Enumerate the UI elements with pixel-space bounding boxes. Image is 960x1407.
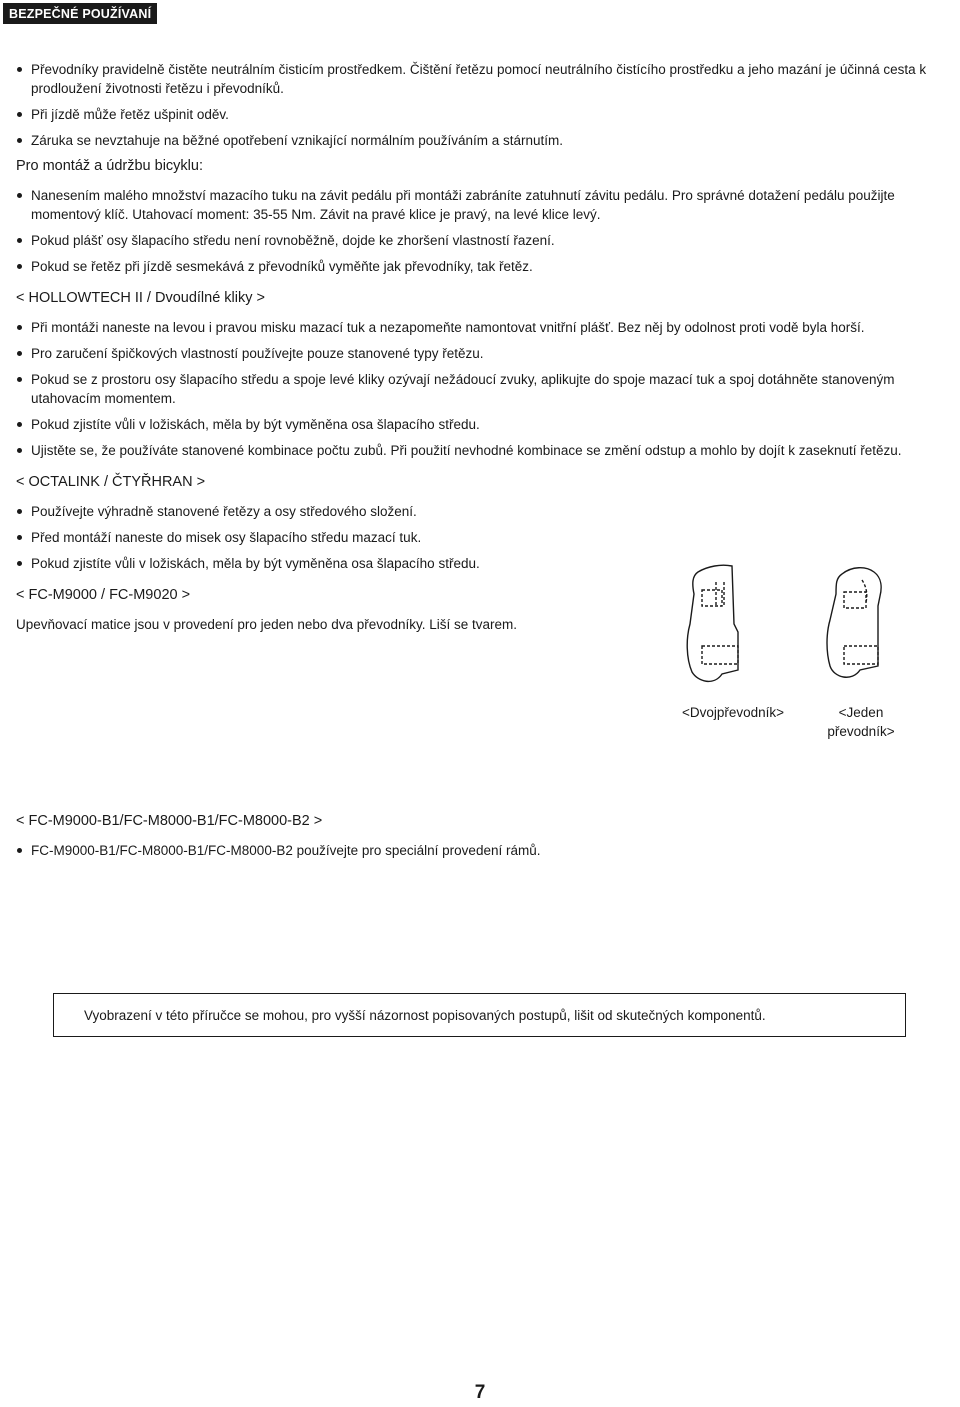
single-nut-inner-line (862, 580, 867, 602)
list-item: Pokud se z prostoru osy šlapacího středu a spoje levé kliky ozývají nežádoucí zvuky, aplikujte do spoje mazací tuk a spoj dotáhněte stanoveným utahovacím momentem. (16, 370, 956, 408)
list-item: Ujistěte se, že používáte stanovené kombinace počtu zubů. Při použití nevhodné kombinace se změní odstup a mohlo by dojít k zaseknutí řetězu. (16, 441, 956, 460)
fc-m9000-heading: < FC-M9000 / FC-M9020 > (16, 587, 191, 603)
octalink-heading: < OCTALINK / ČTYŘHRAN > (16, 474, 206, 490)
double-nut-inner-line (716, 582, 724, 606)
list-item: Pokud se řetěz při jízdě sesmekává z převodníků vyměňte jak převodníky, tak řetěz. (16, 257, 956, 276)
list-item: Před montáží naneste do misek osy šlapacího středu mazací tuk. (16, 528, 956, 547)
list-item: Pokud plášť osy šlapacího středu není rovnoběžně, dojde ke zhoršení vlastností řazení. (16, 231, 956, 250)
hollowtech-list (16, 318, 956, 460)
single-nut-inset-bottom (844, 646, 878, 664)
notice-box (53, 993, 906, 1037)
list-item: Pro zaručení špičkových vlastností používejte pouze stanovené typy řetězu. (16, 344, 956, 363)
section-title-tag: BEZPEČNÉ POUŽÍVANÍ (3, 3, 157, 24)
double-nut-inset-bottom (702, 646, 738, 664)
hollowtech-heading: < HOLLOWTECH II / Dvoudílné kliky > (16, 290, 265, 306)
fc-b1-heading: < FC-M9000-B1/FC-M8000-B1/FC-M8000-B2 > (16, 813, 323, 829)
list-item: Při jízdě může řetěz ušpinit oděv. (16, 105, 956, 124)
list-item: Záruka se nevztahuje na běžné opotřebení vznikající normálním používáním a stárnutím. (16, 131, 956, 150)
double-nut-inset-top (702, 590, 722, 606)
page-number: 7 (474, 1382, 486, 1403)
figure-label-double: <Dvojpřevodník> (681, 705, 785, 720)
figure-label-single-line1: <Jeden (838, 705, 884, 720)
list-item: Používejte výhradně stanovené řetězy a osy středového složení. (16, 502, 956, 521)
list-item: Pokud zjistíte vůli v ložiskách, měla by být vyměněna osa šlapacího středu. (16, 415, 956, 434)
intro-list (16, 60, 956, 150)
lock-ring-drawing (676, 554, 916, 694)
figure-label-single-line2: převodník> (827, 724, 895, 739)
fc-b1-list (16, 841, 956, 860)
assembly-heading: Pro montáž a údržbu bicyklu: (16, 158, 203, 174)
lock-ring-figure (676, 554, 916, 754)
list-item: Při montáži naneste na levou i pravou misku mazací tuk a nezapomeňte namontovat vnitřní plášť. Bez něj by odolnost proti vodě byla horší. (16, 318, 891, 337)
fc-m9000-text: Upevňovací matice jsou v provedení pro jeden nebo dva převodníky. Liší se tvarem. (16, 617, 518, 632)
single-nut-inset-top (844, 592, 866, 608)
single-nut-outline (827, 568, 881, 678)
assembly-list (16, 186, 956, 276)
list-item: Pokud zjistíte vůli v ložiskách, měla by být vyměněna osa šlapacího středu. (16, 554, 956, 573)
list-item: Převodníky pravidelně čistěte neutrálním čisticím prostředkem. Čištění řetězu pomocí neutrálního čistícího prostředku a jeho mazání je účinná cesta k prodloužení životnosti řetězu i převodníků. (16, 60, 956, 98)
notice-text: Vyobrazení v této příručce se mohou, pro vyšší názornost popisovaných postupů, lišit od skutečných komponentů. (84, 1007, 766, 1023)
fc-m9000-section (16, 586, 956, 816)
page-content (16, 60, 956, 867)
list-item: Nanesením malého množství mazacího tuku na závit pedálu při montáži zabráníte zatuhnutí závitu pedálu. Pro správné dotažení pedálu použijte momentový klíč. Utahovací moment: 35-55 Nm. Závit na pravé klice je pravý, na levé klice levý. (16, 186, 956, 224)
list-item: FC-M9000-B1/FC-M8000-B1/FC-M8000-B2 používejte pro speciální provedení rámů. (16, 841, 956, 860)
